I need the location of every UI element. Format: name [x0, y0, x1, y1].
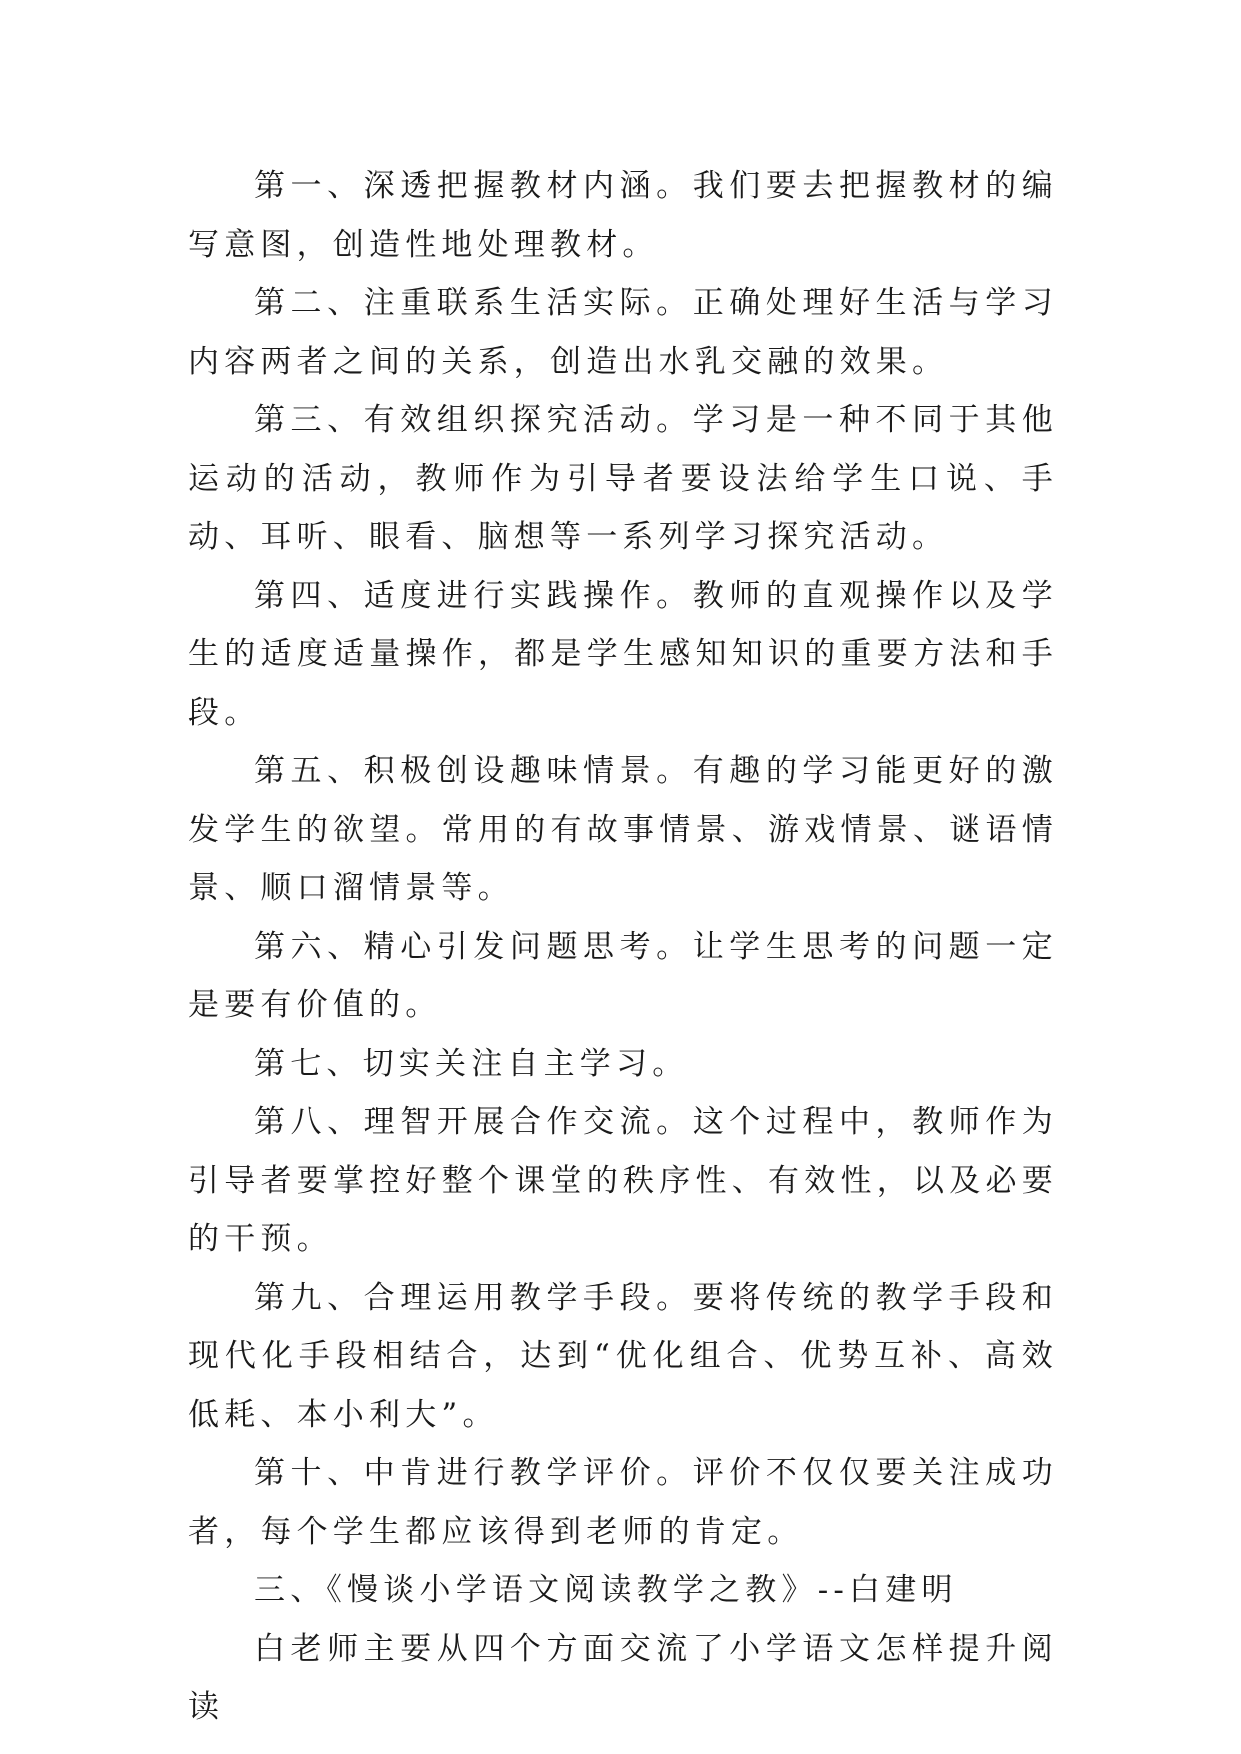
paragraph-4: 第四、适度进行实践操作。教师的直观操作以及学生的适度适量操作，都是学生感知知识的重要方法和手段。 [188, 577, 1058, 731]
paragraph-7: 第七、切实关注自主学习。 [254, 1045, 689, 1082]
document-body [188, 157, 1058, 1737]
section-heading: 三、《慢谈小学语文阅读教学之教》--白建明 [254, 1572, 958, 1608]
paragraph-2: 第二、注重联系生活实际。正确处理好生活与学习内容两者之间的关系，创造出水乳交融的效果。 [188, 285, 1058, 380]
paragraph-3: 第三、有效组织探究活动。学习是一种不同于其他运动的活动，教师作为引导者要设法给学生口说、手动、耳听、眼看、脑想等一系列学习探究活动。 [188, 402, 1058, 555]
paragraph-12: 白老师主要从四个方面交流了小学语文怎样提升阅读 [188, 1630, 1058, 1725]
paragraph-8: 第八、理智开展合作交流。这个过程中，教师作为引导者要掌控好整个课堂的秩序性、有效性，以及必要的干预。 [188, 1104, 1058, 1257]
paragraph-10: 第十、中肯进行教学评价。评价不仅仅要关注成功者，每个学生都应该得到老师的肯定。 [188, 1455, 1058, 1550]
paragraph-1: 第一、深透把握教材内涵。我们要去把握教材的编写意图，创造性地处理教材。 [188, 168, 1058, 263]
paragraph-9: 第九、合理运用教学手段。要将传统的教学手段和现代化手段相结合，达到“优化组合、优势互补、高效低耗、本小利大”。 [188, 1279, 1058, 1433]
paragraph-5: 第五、积极创设趣味情景。有趣的学习能更好的激发学生的欲望。常用的有故事情景、游戏情景、谜语情景、顺口溜情景等。 [188, 753, 1058, 906]
paragraph-6: 第六、精心引发问题思考。让学生思考的问题一定是要有价值的。 [188, 928, 1058, 1023]
